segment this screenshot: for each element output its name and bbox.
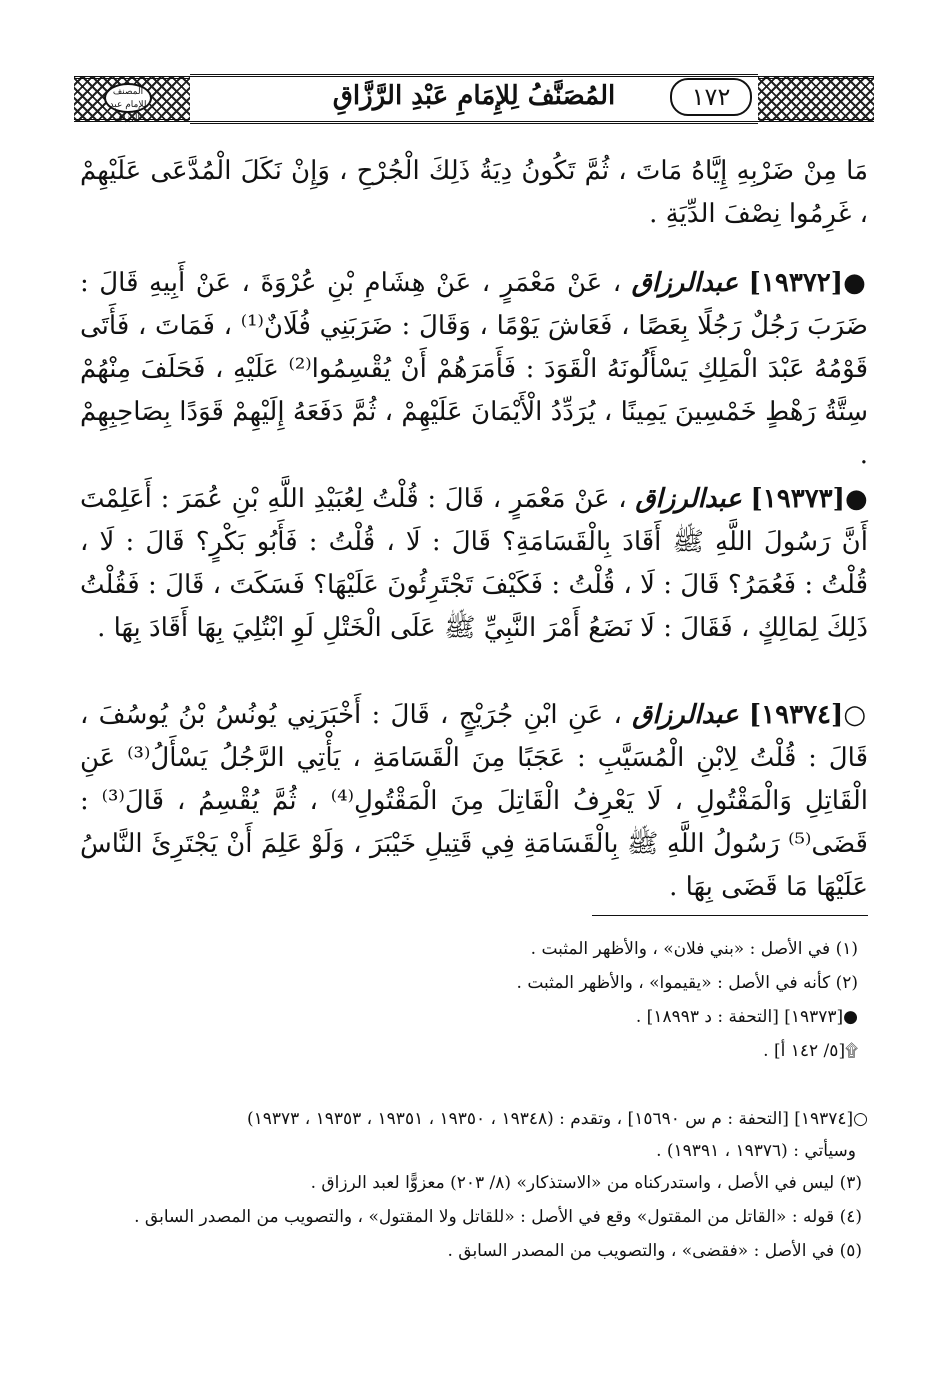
hadith-number: [١٩٣٧٣] <box>750 484 845 514</box>
running-title: المُصَنَّفُ لِلإِمَامِ عَبْدِ الرَّزَّاقِ <box>332 81 616 111</box>
footnotes-bottom <box>80 1102 868 1268</box>
hadith-text: ، عَنْ مَعْمَرٍ ، قَالَ : قُلْتُ لِعُبَيْدِ اللَّهِ بْنِ عُمَرَ : أَعَلِمْتَ أَنَّ رَسُولَ اللَّهِ ﷺ أَقَادَ بِالْقَسَامَةِ؟ قَالَ : لَا ، قُلْتُ : فَأَبُو بَكْرٍ؟ قَالَ : لَا ، قُلْتُ : فَعُمَرُ؟ قَالَ : لَا ، قُلْتُ : فَكَيْفَ تَجْتَرِئُونَ عَلَيْهَا؟ فَسَكَتَ ، قَالَ : فَقُلْتُ ذَلِكَ لِمَالِكٍ ، فَقَالَ : لَا نَضَعُ أَمْرَ النَّبِيِّ ﷺ عَلَى الْخَتْلِ لَوِ ابْتُلِيَ بِهَا أَقَادَ بِهَا . <box>80 484 868 643</box>
paragraph-continuation <box>80 150 868 236</box>
hadith-number: [١٩٣٧٤] <box>748 700 844 730</box>
hadith-19373 <box>80 478 868 650</box>
paragraph-text: مَا مِنْ ضَرْبِهِ إِيَّاهُ مَاتَ ، ثُمَّ تَكُونُ دِيَةُ ذَلِكَ الْجُرْحِ ، وَإِنْ نَكَلَ الْمُدَّعَى عَلَيْهِمْ ، غَرِمُوا نِصْفَ الدِّيَةِ . <box>80 156 868 229</box>
hadith-19372 <box>80 262 868 477</box>
footnote-separator <box>592 915 868 916</box>
author-name: عبدالرزاق <box>635 484 742 514</box>
footnotes-top <box>80 932 858 1068</box>
footnote: ○[١٩٣٧٤] [التحفة : م س ١٥٦٩٠] ، وتقدم : (١٩٣٤٨ ، ١٩٣٥٠ ، ١٩٣٥١ ، ١٩٣٥٣ ، ١٩٣٧٣) <box>247 1109 868 1129</box>
hadith-text: ، عَنْ مَعْمَرٍ ، عَنْ هِشَامِ بْنِ عُرْوَةَ ، عَنْ أَبِيهِ قَالَ : ضَرَبَ رَجُلٌ رَجُلًا بِعَصًا ، فَعَاشَ يَوْمًا ، وَقَالَ : ضَرَبَنِي فُلَانٌ⁽¹⁾ ، فَمَاتَ ، فَأَتَى قَوْمُهُ عَبْدَ الْمَلِكِ يَسْأَلُونَهُ الْقَوَدَ : فَأَمَرَهُمْ أَنْ يُقْسِمُوا⁽²⁾ عَلَيْهِ ، فَحَلَفَ مِنْهُمْ سِتَّةُ رَهْطٍ خَمْسِينَ يَمِينًا ، يُرَدِّدُ الْأَيْمَانَ عَلَيْهِمْ ، ثُمَّ دَفَعَهُ إِلَيْهِمْ قَوَدًا بِصَاحِبِهِمْ . <box>80 268 868 470</box>
footnote: ●[١٩٣٧٣] [التحفة : د ١٨٩٩٣] . <box>635 1007 858 1027</box>
hadith-text: ، عَنِ ابْنِ جُرَيْجٍ ، قَالَ : أَخْبَرَنِي يُونُسُ بْنُ يُوسُفَ ، قَالَ : قُلْتُ لِابْنِ الْمُسَيَّبِ : عَجَبًا مِنَ الْقَسَامَةِ ، يَأْتِي الرَّجُلُ يَسْأَلُ⁽³⁾ عَنِ الْقَاتِلِ وَالْمَقْتُولِ ، لَا يَعْرِفُ الْقَاتِلَ مِنَ الْمَقْتُولِ⁽⁴⁾ ، ثُمَّ يُقْسِمُ ، قَالَ⁽³⁾ : قَضَى⁽⁵⁾ رَسُولُ اللَّهِ ﷺ بِالْقَسَامَةِ فِي قَتِيلِ خَيْبَرَ ، وَلَوْ عَلِمَ أَنْ يَجْتَرِئَ النَّاسُ عَلَيْهَا مَا قَضَى بِهَا . <box>80 700 868 902</box>
page-number: ١٧٢ <box>670 78 752 116</box>
hadith-marker: ● <box>843 268 868 298</box>
page-header <box>74 68 874 126</box>
hadith-marker: ● <box>844 484 869 514</box>
footnote: (٣) ليس في الأصل ، واستدركناه من «الاستذكار» (٨/ ٢٠٣) معزوًّا لعبد الرزاق . <box>310 1173 862 1193</box>
footnote: وسيأتي : (١٩٣٧٦ ، ١٩٣٩١) . <box>656 1141 856 1161</box>
author-name: عبدالرزاق <box>631 268 739 298</box>
header-ornament-right <box>758 76 874 122</box>
footnote: (٥) في الأصل : «فقضى» ، والتصويب من المصدر السابق . <box>447 1241 862 1261</box>
title-badge: المصنف للإمام عبد الرزاق <box>104 83 152 113</box>
footnote: ۩[٥/ ١٤٢ أ] . <box>763 1041 858 1061</box>
hadith-19374 <box>80 694 868 909</box>
hadith-marker: ○ <box>843 700 868 730</box>
footnote: (٤) قوله : «القاتل من المقتول» وقع في الأصل : «للقاتل ولا المقتول» ، والتصويب من المصدر السابق . <box>134 1207 862 1227</box>
hadith-number: [١٩٣٧٢] <box>748 268 844 298</box>
footnote: (١) في الأصل : «بني فلان» ، والأظهر المثبت . <box>530 939 858 959</box>
author-name: عبدالرزاق <box>632 700 739 730</box>
header-ornament-left <box>74 76 190 122</box>
footnote: (٢) كأنه في الأصل : «يقيموا» ، والأظهر المثبت . <box>516 973 858 993</box>
